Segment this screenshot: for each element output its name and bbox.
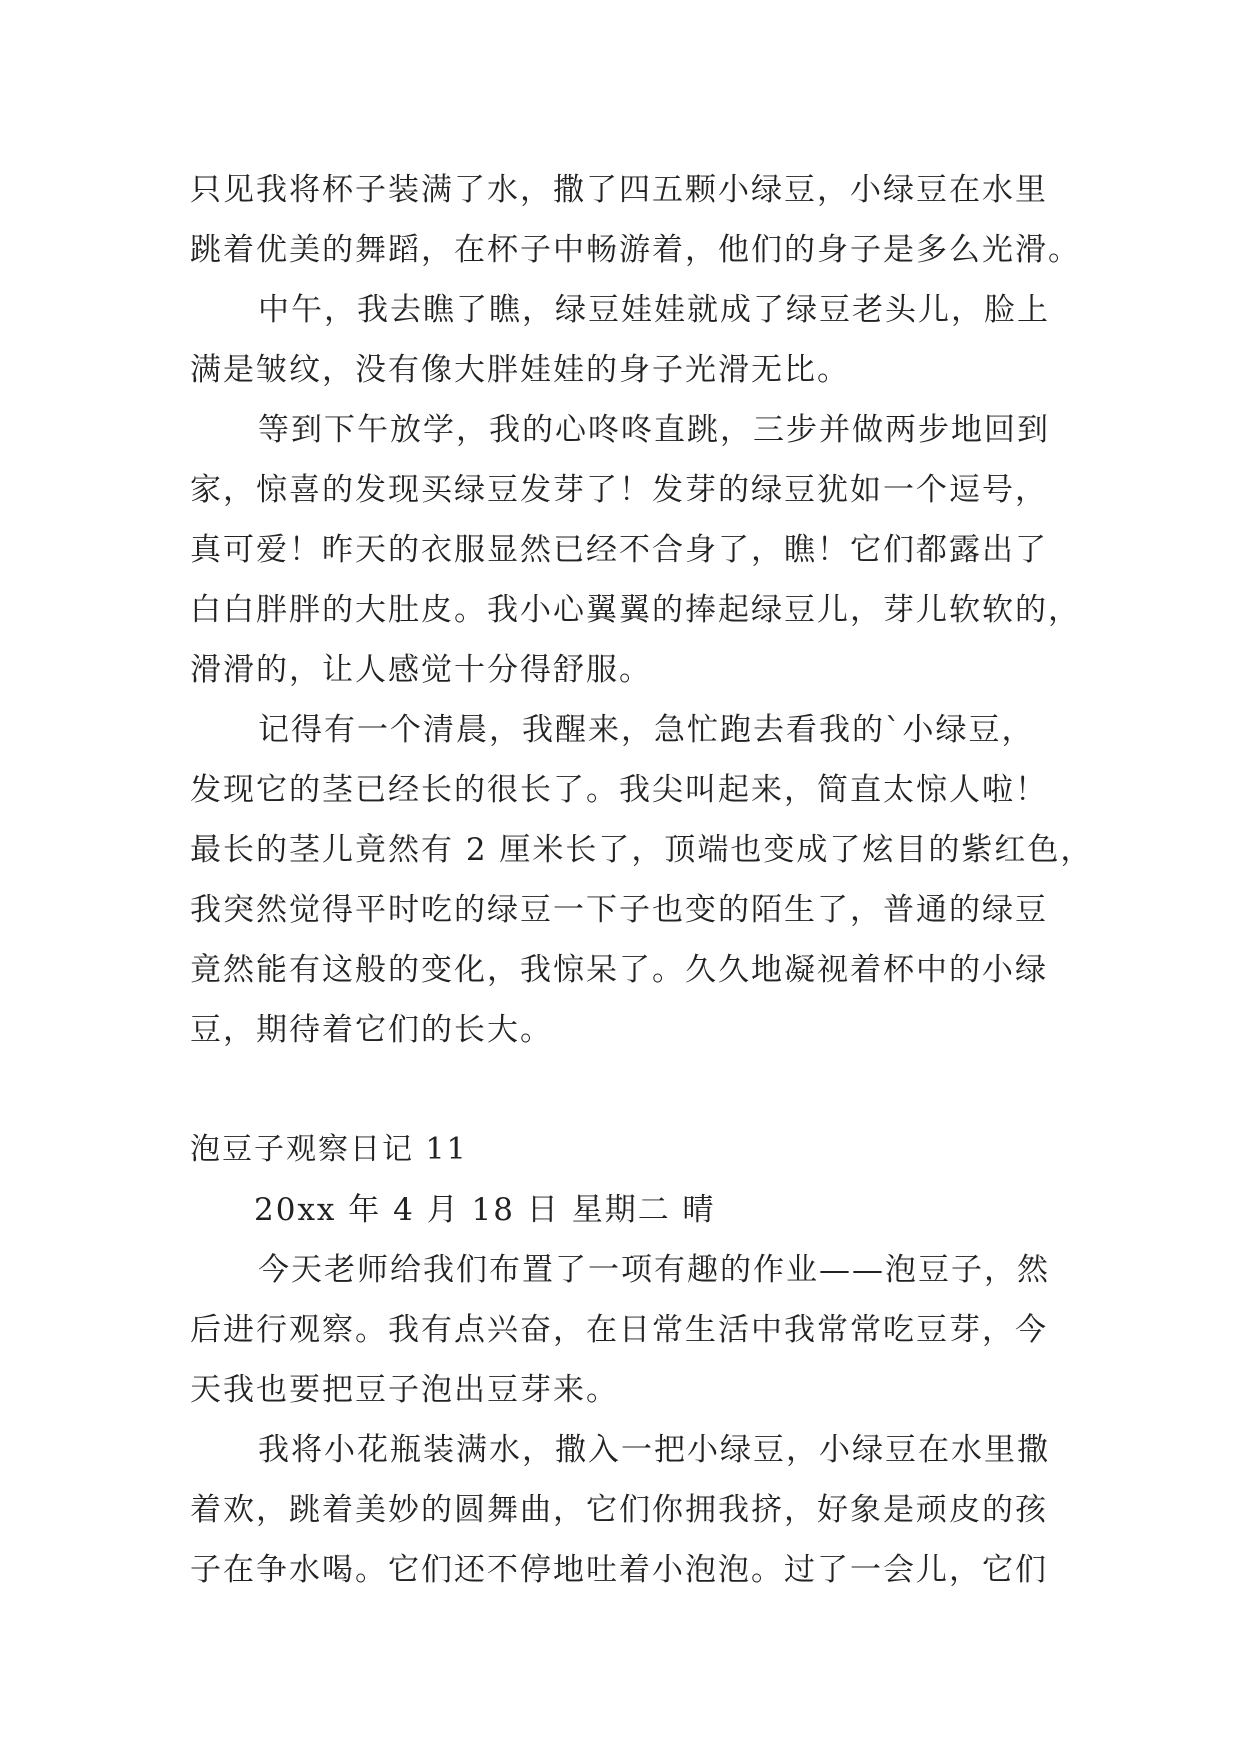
paragraph-line: 子在争水喝。它们还不停地吐着小泡泡。过了一会儿，它们 [190, 1552, 1048, 1588]
paragraph-line: 我将小花瓶装满水，撒入一把小绿豆，小绿豆在水里撒 [258, 1432, 1050, 1468]
paragraph-line: 家，惊喜的发现买绿豆发芽了！发芽的绿豆犹如一个逗号， [190, 472, 1048, 508]
paragraph-line: 竟然能有这般的变化，我惊呆了。久久地凝视着杯中的小绿 [190, 952, 1048, 988]
paragraph-line: 白白胖胖的大肚皮。我小心翼翼的捧起绿豆儿，芽儿软软的， [190, 592, 1081, 628]
paragraph-line: 跳着优美的舞蹈，在杯子中畅游着，他们的身子是多么光滑。 [190, 232, 1081, 268]
paragraph-line: 满是皱纹，没有像大胖娃娃的身子光滑无比。 [190, 352, 850, 388]
document-body [190, 160, 1094, 1600]
paragraph-line: 真可爱！昨天的衣服显然已经不合身了，瞧！它们都露出了 [190, 532, 1048, 568]
paragraph-line: 天我也要把豆子泡出豆芽来。 [190, 1372, 619, 1408]
paragraph-line: 发现它的茎已经长的很长了。我尖叫起来，简直太惊人啦！ [190, 772, 1048, 808]
paragraph-line: 记得有一个清晨，我醒来，急忙跑去看我的`小绿豆， [258, 712, 1035, 748]
paragraph-line: 中午，我去瞧了瞧，绿豆娃娃就成了绿豆老头儿，脸上 [258, 292, 1050, 328]
diary-title: 泡豆子观察日记 11 [190, 1132, 468, 1167]
paragraph-line: 最长的茎儿竟然有 2 厘米长了，顶端也变成了炫目的紫红色， [190, 832, 1094, 868]
paragraph-line: 等到下午放学，我的心咚咚直跳，三步并做两步地回到 [258, 412, 1050, 448]
paragraph-line: 豆，期待着它们的长大。 [190, 1012, 553, 1048]
paragraph-line: 今天老师给我们布置了一项有趣的作业——泡豆子，然 [258, 1252, 1050, 1288]
paragraph-line: 只见我将杯子装满了水，撒了四五颗小绿豆，小绿豆在水里 [190, 172, 1048, 208]
paragraph-line: 我突然觉得平时吃的绿豆一下子也变的陌生了，普通的绿豆 [190, 892, 1048, 928]
diary-date: 20xx 年 4 月 18 日 星期二 晴 [254, 1192, 716, 1228]
paragraph-line: 滑滑的，让人感觉十分得舒服。 [190, 652, 652, 688]
paragraph-line: 着欢，跳着美妙的圆舞曲，它们你拥我挤，好象是顽皮的孩 [190, 1492, 1048, 1528]
section-gap [190, 1060, 1050, 1120]
paragraph-line: 后进行观察。我有点兴奋，在日常生活中我常常吃豆芽，今 [190, 1312, 1048, 1348]
